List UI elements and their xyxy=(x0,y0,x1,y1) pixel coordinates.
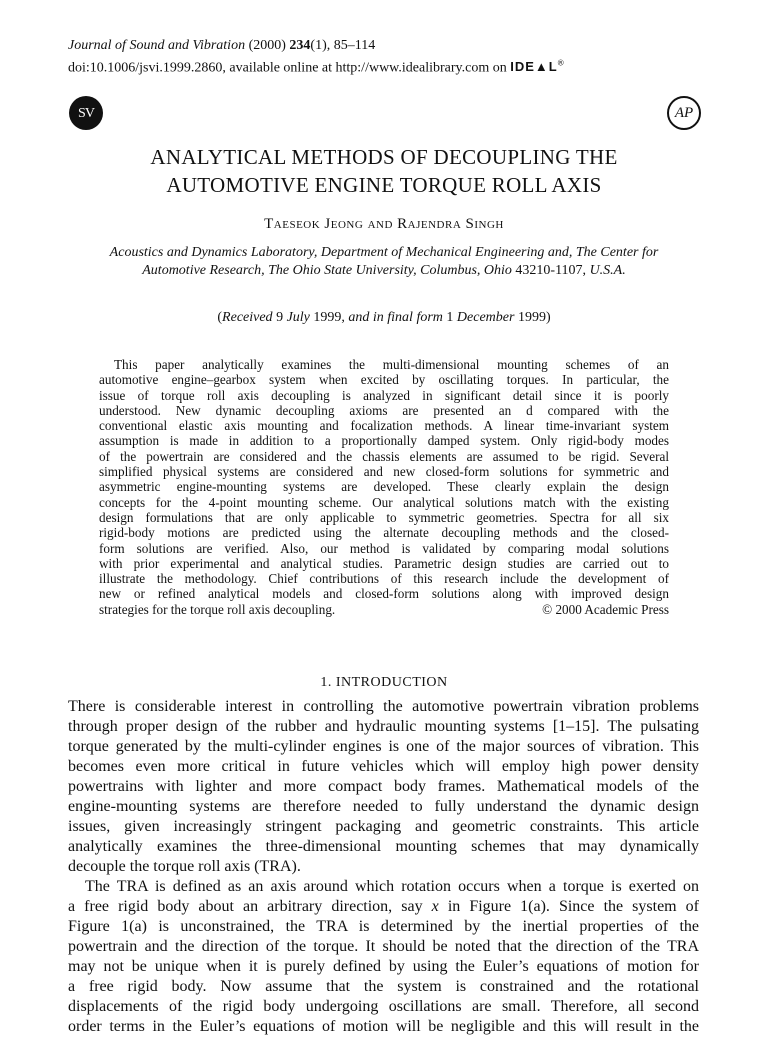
received-year: 1999, xyxy=(313,310,345,325)
abstract-line: of the powertrain are considered and the chassis elements are assumed to be rigid. Several xyxy=(99,448,669,464)
journal-issue-pages: (1), 85–114 xyxy=(310,38,376,53)
affiliation-line-2 xyxy=(0,262,768,280)
abstract-line: design formulations that are only applicable to symmetric geometries. Spectra for all six xyxy=(99,509,669,525)
body-line: becomes even more critical in future vehicles which will employ high power density xyxy=(68,758,699,775)
sv-publisher-logo: SV xyxy=(69,96,103,130)
journal-name: Journal of Sound and Vibration xyxy=(68,38,246,53)
abstract-line: strategies for the torque roll axis decoupling. xyxy=(99,601,336,617)
body-line: may not be unique when it is purely defined by using the Euler’s equations of motion for xyxy=(68,958,699,975)
abstract-line: asymmetric engine-mounting systems are developed. These clearly explain the design xyxy=(99,479,669,495)
abstract-line: simplified physical systems are considered and new closed-form solutions for symmetric and xyxy=(99,464,669,480)
affiliation-zip: 43210-1107, xyxy=(515,263,587,278)
body-line: a free rigid body about an arbitrary direction, say x in Figure 1(a). Since the system of xyxy=(68,898,700,915)
ideal-logo-text: IDE▲L xyxy=(510,59,558,75)
body-line: displacements of the rigid body undergoing oscillations are small. Therefore, all second xyxy=(68,998,699,1015)
final-form-label: and in final form xyxy=(348,310,443,325)
ideal-registered-mark: ® xyxy=(557,59,565,68)
section-heading-introduction: 1. INTRODUCTION xyxy=(320,675,448,690)
affiliation-line-1: Acoustics and Dynamics Laboratory, Department of Mechanical Engineering and, The Center for xyxy=(109,245,659,260)
abstract-last-line xyxy=(99,602,669,617)
abstract-line: automotive engine–gearbox system when excited by oscillating torques. In particular, the xyxy=(99,372,669,388)
body-line: order terms in the Euler’s equations of motion will be negligible and this will result in the xyxy=(68,1018,699,1035)
body-line: torque generated by the multi-cylinder engines is one of the major sources of vibration. This xyxy=(68,738,699,755)
paper-title-line-2: AUTOMOTIVE ENGINE TORQUE ROLL AXIS xyxy=(166,173,602,197)
abstract-line: new or refined analytical models and closed-form solutions along with improved design xyxy=(99,586,669,602)
ap-publisher-logo: AP xyxy=(667,96,701,130)
received-date: 9 xyxy=(276,310,284,325)
body-line: engine-mounting systems are therefore needed to fully understand the dynamic design xyxy=(68,798,699,815)
body-line: analytically examines the three-dimensional mounting schemes that may dynamically xyxy=(68,838,699,855)
abstract-line: conventional elastic axis mounting and focalization methods. A linear time-invariant system xyxy=(99,418,669,434)
math-variable-x: x xyxy=(431,898,439,915)
affiliation-country: U.S.A. xyxy=(589,263,626,278)
abstract-line: assumption is made in addition to a proportionally damped system. Only rigid-body modes xyxy=(99,433,669,449)
journal-volume: 234 xyxy=(289,38,311,53)
ideal-logo xyxy=(510,59,564,74)
doi-line xyxy=(68,55,565,77)
body-line: The TRA is defined as an axis around which rotation occurs when a torque is exerted on xyxy=(85,878,699,895)
body-line: powertrains with lighter and more compact body frames. Mathematical models of the xyxy=(68,778,699,795)
abstract-line: understood. New dynamic decoupling axioms are presented an d compared with the xyxy=(99,402,669,418)
journal-citation xyxy=(68,37,375,55)
body-line: powertrain and the direction of the torque. It should be noted that the direction of the TRA xyxy=(68,938,699,955)
body-line: Figure 1(a) is unconstrained, the TRA is determined by the inertial properties of the xyxy=(68,918,699,935)
abstract xyxy=(99,357,669,617)
body-line: issues, given increasingly stringent packaging and geometric constraints. This article xyxy=(68,818,699,835)
received-dates: (Received 9 July 1999, and in final form 1 December 1999) xyxy=(217,310,551,325)
body-line: decouple the torque roll axis (TRA). xyxy=(68,858,301,875)
received-month: July xyxy=(286,310,310,325)
paper-authors: Taeseok Jeong and Rajendra Singh xyxy=(264,216,504,232)
abstract-line: with prior experimental and analytical studies. Parametric design studies are carried out to xyxy=(99,555,669,571)
introduction-body xyxy=(68,697,699,1037)
body-line: There is considerable interest in controlling the automotive powertrain vibration problems xyxy=(68,698,699,715)
final-date: 1 xyxy=(446,310,454,325)
abstract-line: concepts for the 4-point mounting scheme. Our analytical solutions match with the existing xyxy=(99,494,669,510)
affiliation-institution: Automotive Research, The Ohio State University, Columbus, Ohio xyxy=(142,263,512,278)
body-line: a free rigid body. Now assume that the system is constrained and the rotational xyxy=(68,978,699,995)
copyright-notice: © 2000 Academic Press xyxy=(542,601,669,617)
abstract-line: This paper analytically examines the multi-dimensional mounting schemes of an xyxy=(114,357,669,372)
received-label: Received xyxy=(222,310,273,325)
final-year: 1999) xyxy=(517,310,551,325)
abstract-line: form solutions are verified. Also, our method is validated by comparing modal solutions xyxy=(99,540,669,556)
abstract-line: issue of torque roll axis decoupling is analyzed in significant detail since it is poorly xyxy=(99,387,669,403)
paper-title-line-1: ANALYTICAL METHODS OF DECOUPLING THE xyxy=(150,145,618,169)
body-line: through proper design of the rubber and hydraulic mounting systems [1–15]. The pulsating xyxy=(68,718,699,735)
abstract-line: rigid-body motions are predicted using the alternate decoupling methods and the closed- xyxy=(99,525,669,541)
journal-year: (2000) xyxy=(248,38,286,53)
doi-text: doi:10.1006/jsvi.1999.2860, available online at http://www.idealibrary.com on xyxy=(68,60,507,76)
abstract-line: illustrate the methodology. Chief contributions of this research include the development of xyxy=(99,571,669,587)
final-month: December xyxy=(456,310,515,325)
